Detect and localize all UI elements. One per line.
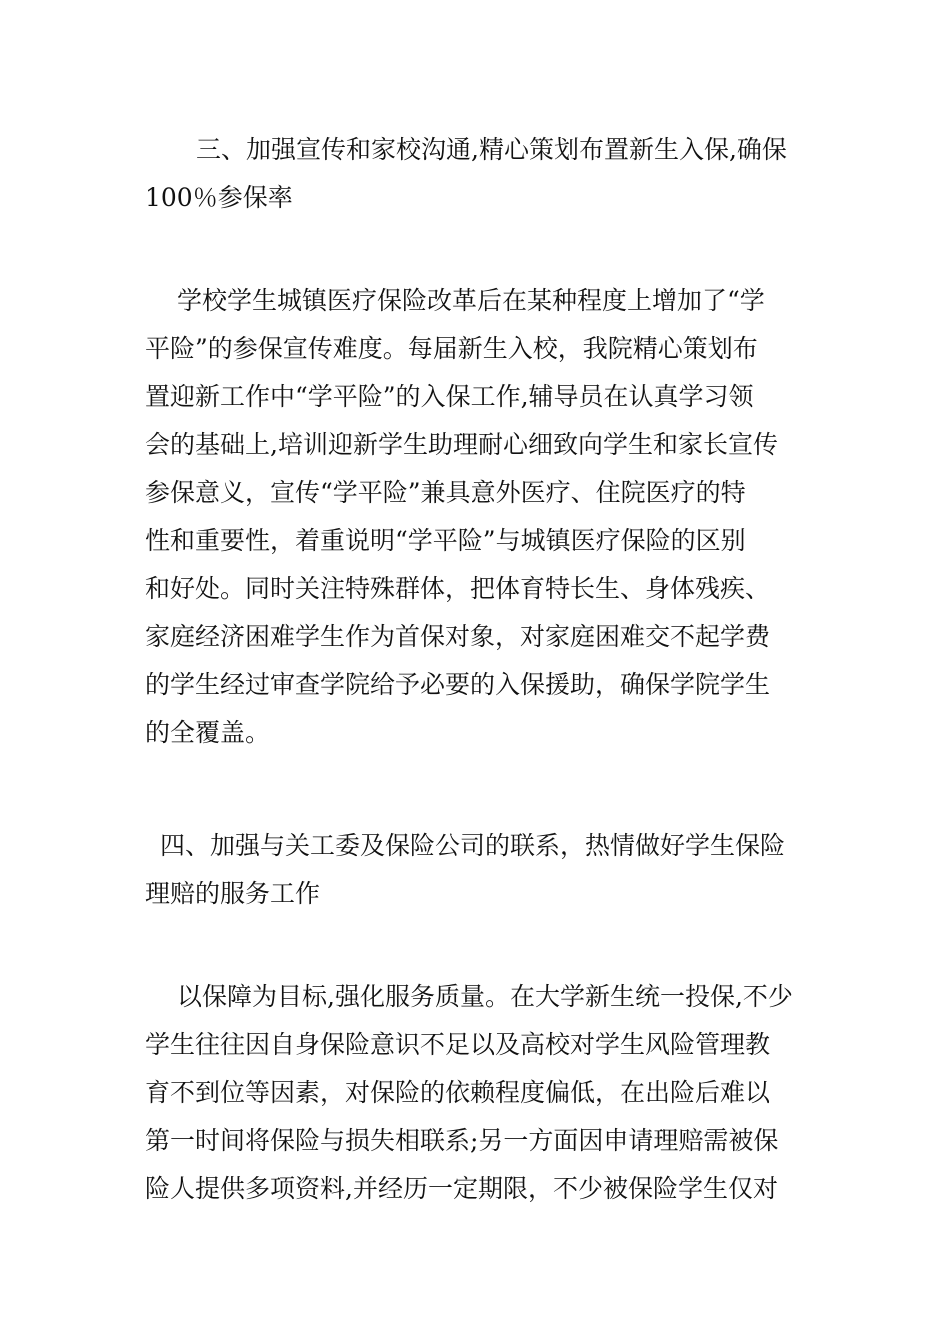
section-4-body-line-2: 学生往往因自身保险意识不足以及高校对学生风险管理教 <box>145 1030 771 1059</box>
section-4-body-line-5: 险人提供多项资料,并经历一定期限，不少被保险学生仅对 <box>145 1174 778 1203</box>
section-4-heading-line-1: 四、加强与关工委及保险公司的联系，热情做好学生保险 <box>160 831 786 860</box>
section-3-body-line-2: 平险”的参保宣传难度。每届新生入校，我院精心策划布 <box>145 334 758 363</box>
section-3-body-line-10: 的全覆盖。 <box>145 718 271 747</box>
section-4-body-line-1: 以保障为目标,强化服务质量。在大学新生统一投保,不少 <box>177 982 793 1011</box>
section-4-heading-line-2: 理赔的服务工作 <box>145 879 321 908</box>
section-4-body-line-3: 育不到位等因素，对保险的依赖程度偏低，在出险后难以 <box>145 1078 771 1107</box>
section-3-body-line-5: 参保意义，宣传“学平险”兼具意外医疗、住院医疗的特 <box>145 478 746 507</box>
section-3-heading-line-1: 三、加强宣传和家校沟通,精心策划布置新生入保,确保 <box>196 135 787 164</box>
section-4-body-line-4: 第一时间将保险与损失相联系;另一方面因申请理赔需被保 <box>145 1126 779 1155</box>
section-3-body-line-1: 学校学生城镇医疗保险改革后在某种程度上增加了“学 <box>177 286 765 315</box>
section-3-body-line-7: 和好处。同时关注特殊群体，把体育特长生、身体残疾、 <box>145 574 771 603</box>
section-3-body-line-3: 置迎新工作中“学平险”的入保工作,辅导员在认真学习领 <box>145 382 754 411</box>
section-3-heading-line-2: 100％参保率 <box>145 183 293 212</box>
section-3-body-line-9: 的学生经过审查学院给予必要的入保援助，确保学院学生 <box>145 670 771 699</box>
section-3-body-line-8: 家庭经济困难学生作为首保对象，对家庭困难交不起学费 <box>145 622 771 651</box>
section-3-body-line-6: 性和重要性，着重说明“学平险”与城镇医疗保险的区别 <box>145 526 746 555</box>
section-3-body-line-4: 会的基础上,培训迎新学生助理耐心细致向学生和家长宣传 <box>145 430 778 459</box>
